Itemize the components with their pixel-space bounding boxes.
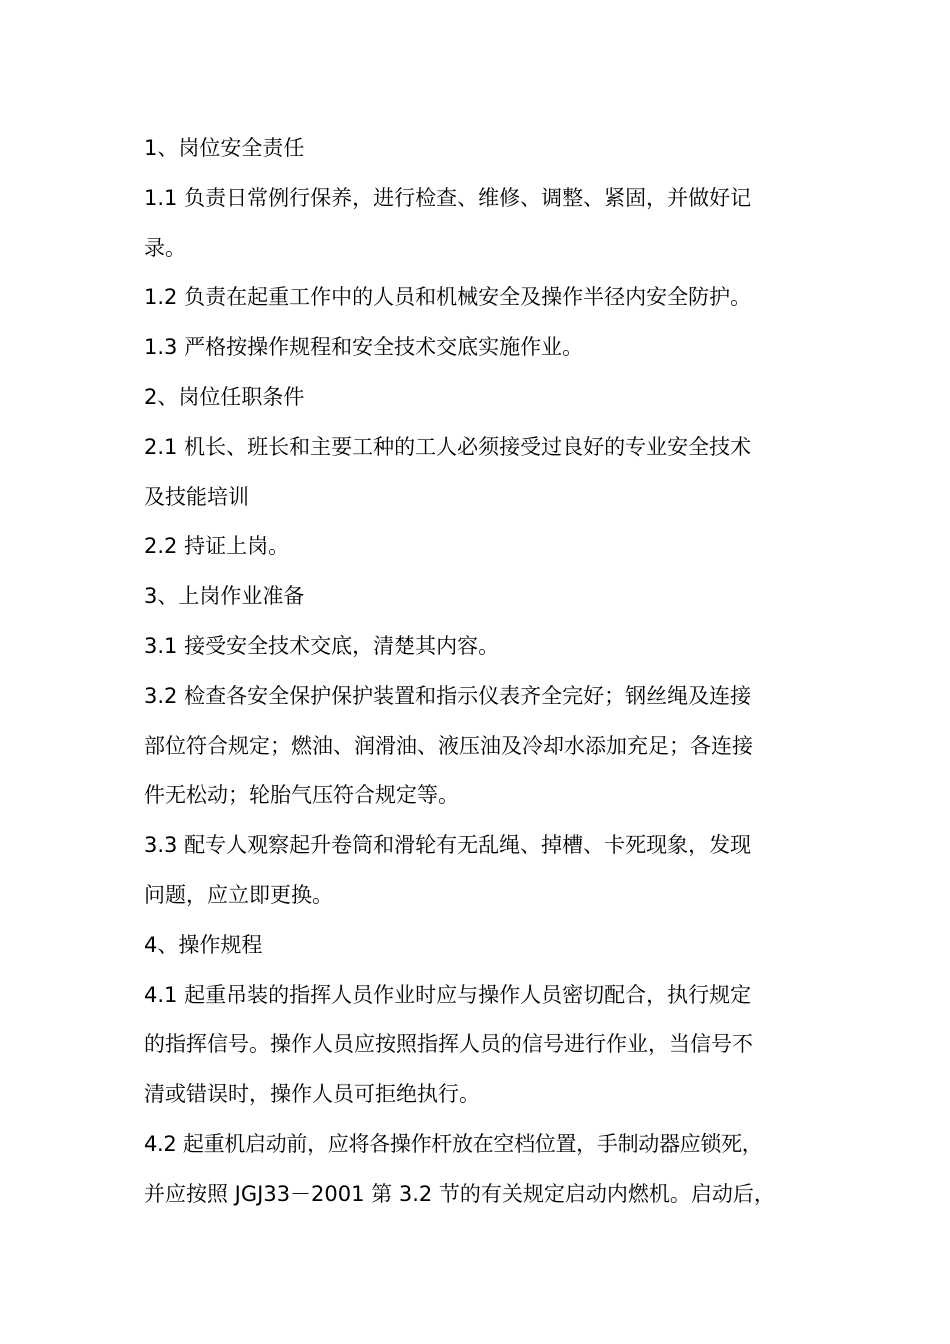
section-heading-2: 2、岗位任职条件 (144, 384, 305, 409)
paragraph-line: 1.2 负责在起重工作中的人员和机械安全及操作半径内安全防护。 (144, 285, 752, 310)
paragraph-line: 2.2 持证上岗。 (144, 534, 290, 559)
paragraph-line: 并应按照 JGJ33－2001 第 3.2 节的有关规定启动内燃机。启动后， (144, 1181, 775, 1206)
paragraph-line: 1.3 严格按操作规程和安全技术交底实施作业。 (144, 335, 584, 360)
paragraph-line: 部位符合规定；燃油、润滑油、液压油及冷却水添加充足；各连接 (144, 733, 753, 758)
document-body (144, 124, 824, 1220)
paragraph-line: 3.3 配专人观察起升卷筒和滑轮有无乱绳、掉槽、卡死现象，发现 (144, 833, 752, 858)
paragraph-line: 4.1 起重吊装的指挥人员作业时应与操作人员密切配合，执行规定 (144, 982, 752, 1007)
section-heading-1: 1、岗位安全责任 (144, 136, 305, 160)
paragraph-line: 1.1 负责日常例行保养，进行检查、维修、调整、紧固，并做好记 (144, 185, 752, 210)
paragraph-line: 2.1 机长、班长和主要工种的工人必须接受过良好的专业安全技术 (144, 434, 752, 459)
paragraph-line: 及技能培训 (144, 484, 249, 509)
paragraph-line: 3.1 接受安全技术交底，清楚其内容。 (144, 633, 500, 658)
paragraph-line: 录。 (144, 235, 186, 260)
section-heading-3: 3、上岗作业准备 (144, 584, 305, 609)
paragraph-line: 件无松动；轮胎气压符合规定等。 (144, 783, 459, 808)
paragraph-line: 3.2 检查各安全保护保护装置和指示仪表齐全完好；钢丝绳及连接 (144, 683, 752, 708)
paragraph-line: 4.2 起重机启动前，应将各操作杆放在空档位置，手制动器应锁死， (144, 1131, 763, 1156)
paragraph-line: 清或错误时，操作人员可拒绝执行。 (144, 1082, 480, 1107)
paragraph-line: 的指挥信号。操作人员应按照指挥人员的信号进行作业，当信号不 (144, 1032, 753, 1057)
paragraph-line: 问题，应立即更换。 (144, 882, 333, 907)
section-heading-4: 4、操作规程 (144, 932, 263, 957)
